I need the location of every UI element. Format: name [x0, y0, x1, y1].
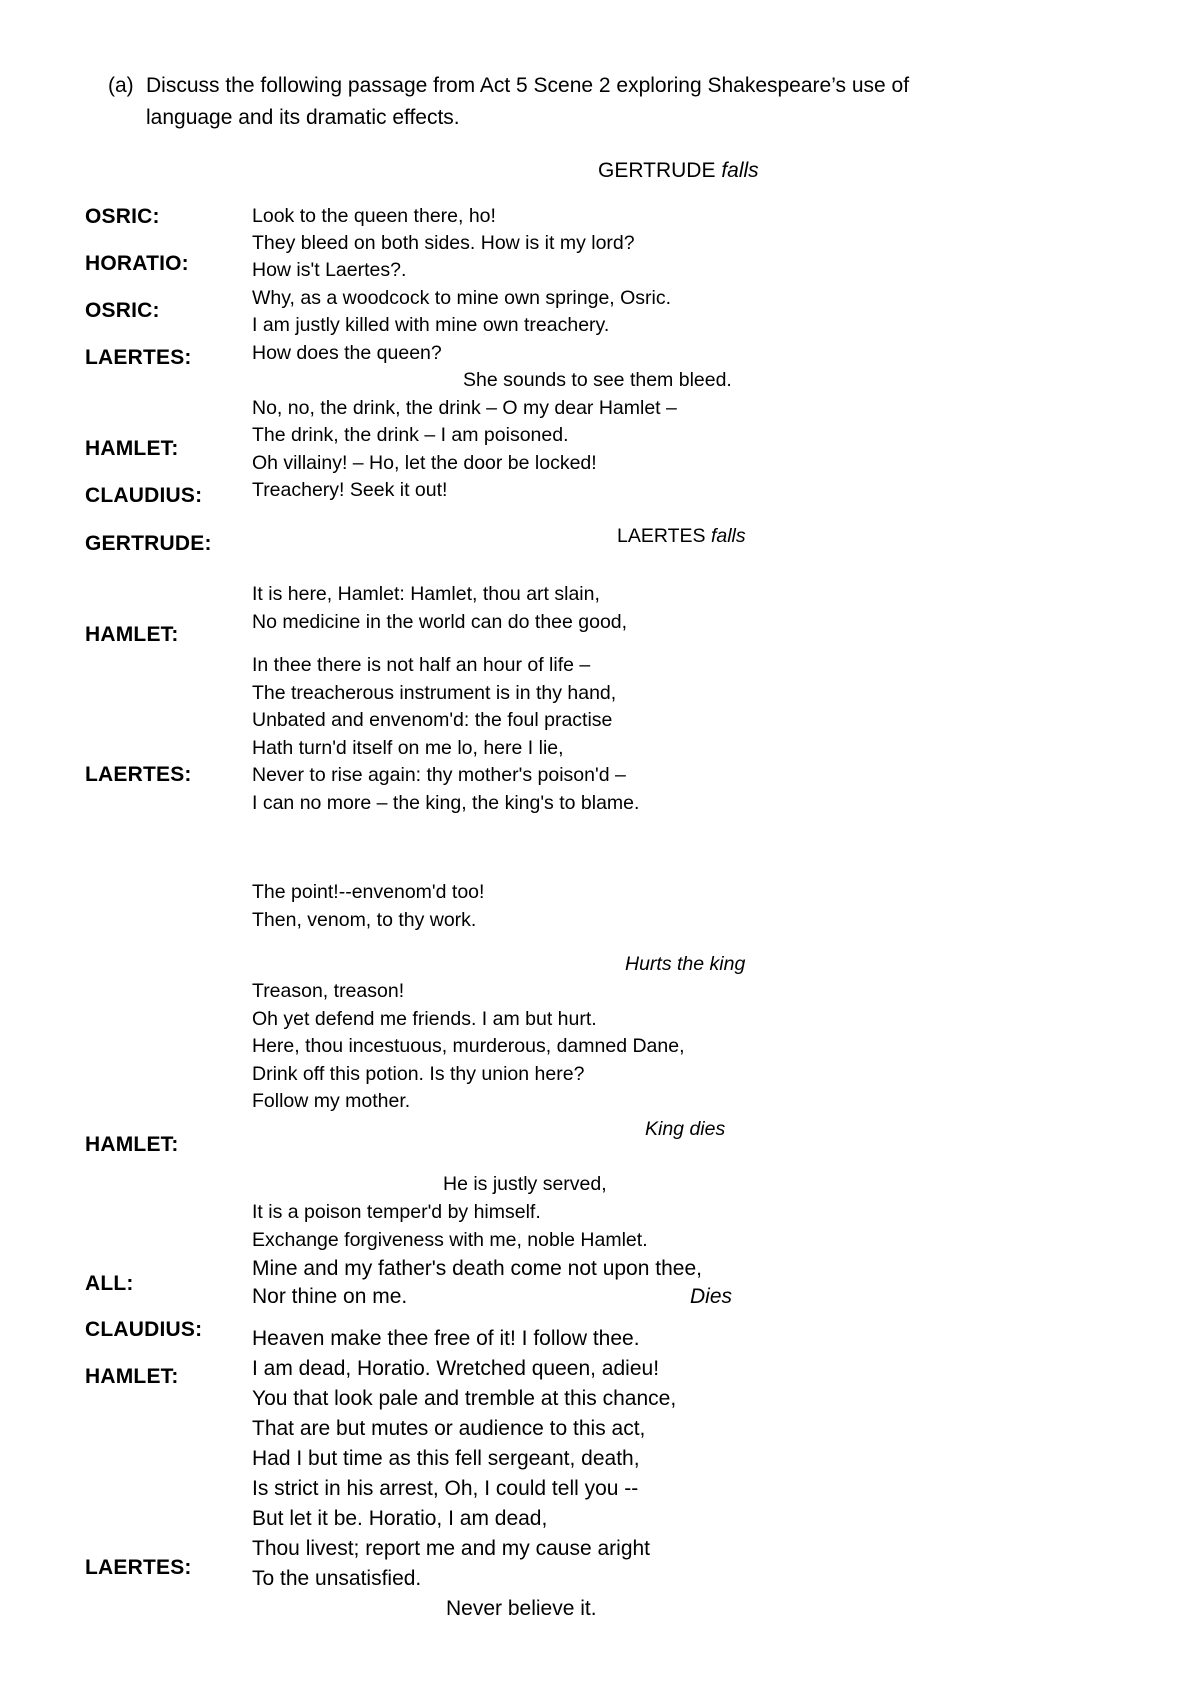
stage-direction-hurts-the-king: Hurts the king — [625, 953, 746, 975]
question-line-2: language and its dramatic effects. — [146, 106, 460, 129]
stage-direction-verb: falls — [721, 159, 759, 182]
dialogue-line: The treacherous instrument is in thy hand, — [252, 682, 617, 704]
dialogue-line: Mine and my father's death come not upon thee, — [252, 1257, 702, 1280]
dialogue-line: How is't Laertes?. — [252, 259, 407, 281]
dialogue-line: Exchange forgiveness with me, noble Hamlet. — [252, 1229, 648, 1251]
speaker-hamlet: HAMLET: — [85, 437, 179, 460]
dialogue-line: Treachery! Seek it out! — [252, 479, 448, 501]
dialogue-line: I am dead, Horatio. Wretched queen, adieu! — [252, 1357, 660, 1380]
stage-direction-name: GERTRUDE — [598, 159, 716, 182]
dialogue-line: Treason, treason! — [252, 980, 405, 1002]
speaker-hamlet: HAMLET: — [85, 1133, 179, 1156]
dialogue-line: Thou livest; report me and my cause aright — [252, 1537, 651, 1560]
dialogue-line: It is a poison temper'd by himself. — [252, 1201, 541, 1223]
dialogue-line: Nor thine on me. — [252, 1285, 408, 1308]
speaker-osric: OSRIC: — [85, 205, 160, 228]
dialogue-line: That are but mutes or audience to this act, — [252, 1417, 646, 1440]
dialogue-line: Unbated and envenom'd: the foul practise — [252, 709, 613, 731]
speaker-hamlet: HAMLET: — [85, 623, 179, 646]
dialogue-line: She sounds to see them bleed. — [463, 369, 732, 391]
stage-direction-king-dies: King dies — [645, 1118, 726, 1140]
dialogue-line: To the unsatisfied. — [252, 1567, 422, 1590]
dialogue-line: But let it be. Horatio, I am dead, — [252, 1507, 548, 1530]
speaker-hamlet: HAMLET: — [85, 1365, 179, 1388]
stage-direction-name: LAERTES — [617, 525, 706, 547]
dialogue-line: I can no more – the king, the king's to blame. — [252, 792, 640, 814]
dialogue-line: In thee there is not half an hour of life – — [252, 654, 591, 676]
question-line-1: Discuss the following passage from Act 5 Scene 2 exploring Shakespeare’s use of — [146, 74, 910, 97]
dialogue-line: The drink, the drink – I am poisoned. — [252, 424, 569, 446]
dialogue-line: Is strict in his arrest, Oh, I could tell you -- — [252, 1477, 639, 1500]
dialogue-line: How does the queen? — [252, 342, 442, 364]
dialogue-line: Hath turn'd itself on me lo, here I lie, — [252, 737, 564, 759]
dialogue-line: Here, thou incestuous, murderous, damned Dane, — [252, 1035, 685, 1057]
dialogue-line: Oh villainy! – Ho, let the door be locked! — [252, 452, 597, 474]
dialogue-line: He is justly served, — [443, 1173, 607, 1195]
dialogue-line: Look to the queen there, ho! — [252, 205, 496, 227]
dialogue-line: Oh yet defend me friends. I am but hurt. — [252, 1008, 597, 1030]
dialogue-line: Follow my mother. — [252, 1090, 411, 1112]
dialogue-line: Had I but time as this fell sergeant, death, — [252, 1447, 640, 1470]
speaker-laertes: LAERTES: — [85, 1556, 192, 1579]
dialogue-line: No medicine in the world can do thee good, — [252, 611, 628, 633]
question-marker: (a) — [108, 74, 134, 97]
dialogue-line: The point!--envenom'd too! — [252, 881, 485, 903]
dialogue-line: I am justly killed with mine own treachery. — [252, 314, 610, 336]
speaker-osric: OSRIC: — [85, 299, 160, 322]
dialogue-line: Drink off this potion. Is thy union here? — [252, 1063, 585, 1085]
speaker-claudius: CLAUDIUS: — [85, 1318, 203, 1341]
dialogue-line: Heaven make thee free of it! I follow thee. — [252, 1327, 640, 1350]
dialogue-line: You that look pale and tremble at this chance, — [252, 1387, 677, 1410]
dialogue-line: It is here, Hamlet: Hamlet, thou art slain, — [252, 583, 600, 605]
stage-direction-verb: falls — [710, 525, 746, 547]
speaker-laertes: LAERTES: — [85, 763, 192, 786]
speaker-claudius: CLAUDIUS: — [85, 484, 203, 507]
dialogue-line: Then, venom, to thy work. — [252, 909, 477, 931]
stage-direction-dies: Dies — [690, 1285, 733, 1308]
dialogue-line: Never believe it. — [446, 1597, 597, 1620]
speaker-laertes: LAERTES: — [85, 346, 192, 369]
dialogue-line: No, no, the drink, the drink – O my dear Hamlet – — [252, 397, 677, 419]
speaker-all: ALL: — [85, 1272, 134, 1295]
stage-direction-laertes-falls — [617, 525, 746, 548]
speaker-horatio: HORATIO: — [85, 252, 189, 275]
speaker-gertrude: GERTRUDE: — [85, 532, 212, 555]
dialogue-line: They bleed on both sides. How is it my lord? — [252, 232, 635, 254]
dialogue-line: Why, as a woodcock to mine own springe, Osric. — [252, 287, 672, 309]
dialogue-line: Never to rise again: thy mother's poison'd – — [252, 764, 626, 786]
stage-direction-gertrude-falls — [598, 159, 759, 183]
